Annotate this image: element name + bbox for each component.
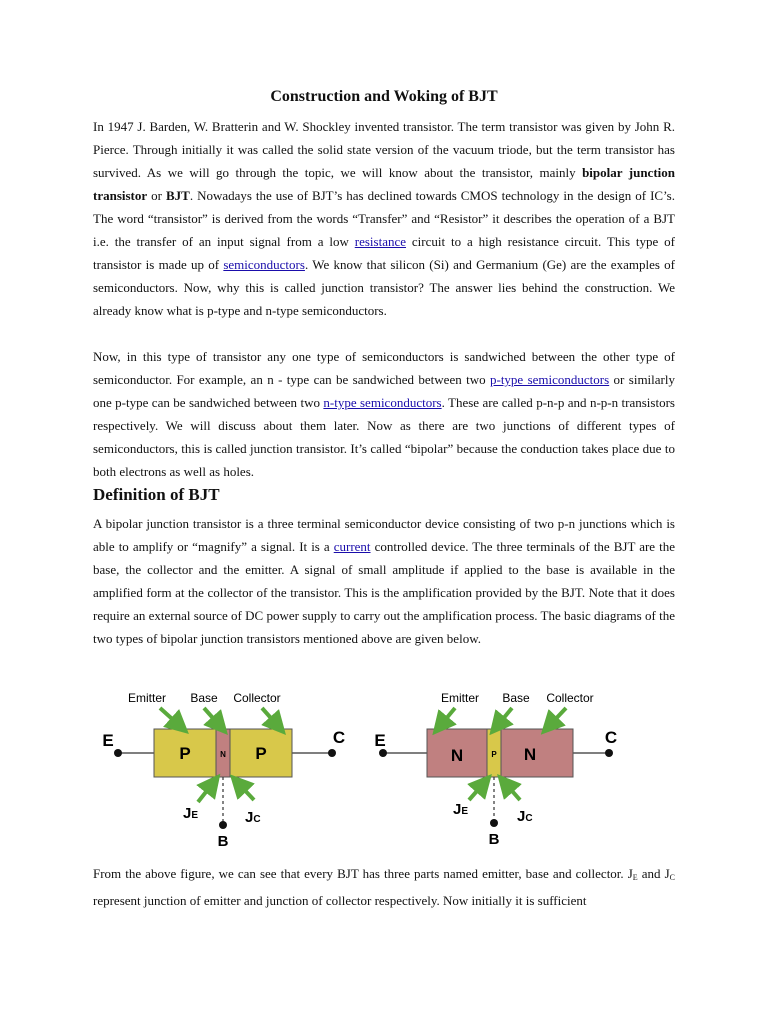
emitter-terminal-dot (114, 749, 122, 757)
jc-label: JC (245, 809, 261, 826)
base-arrow (204, 708, 220, 726)
jc-label: JC (517, 808, 533, 825)
npn-diagram (374, 691, 617, 848)
bjt-diagrams (0, 680, 768, 860)
link-current[interactable]: current (333, 539, 371, 554)
collector-label: Collector (233, 691, 281, 705)
je-label: JE (453, 801, 469, 818)
collector-arrow (549, 708, 566, 726)
je-arrow (469, 783, 484, 800)
pnp-diagram (102, 691, 345, 850)
intro-paragraph: In 1947 J. Barden, W. Bratterin and W. Shockley invented transistor. The term transistor was given by John R. Pierce. Through initially it was called the solid state version of the vacuum triode, but the term transistor has survived. As we will go through the topic, we will know about the transistor, mainly bipolar junction transistor or BJT. Nowadays the use of BJT’s has declined towards CMOS technology in the design of IC’s. The word “transistor” is derived from the words “Transfer” and “Resistor” it describes the operation of a BJT i.e. the transfer of an input signal from a low resistance circuit to a high resistance circuit. This type of transistor is made up of semiconductors. We know that silicon (Si) and Germanium (Ge) are the examples of semiconductors. Now, why this is called junction transistor? The answer lies behind the construction. We already know what is p-type and n-type semiconductors. (93, 119, 676, 318)
terminal-b-label: B (488, 831, 500, 848)
emitter-arrow (440, 708, 455, 726)
base-label: Base (502, 691, 530, 705)
terminal-b-label: B (217, 833, 229, 850)
bold-term-bjt-full: bipolar junction transistor (93, 165, 676, 203)
terminal-e-label: E (374, 731, 386, 750)
collector-label: Collector (546, 691, 594, 705)
link-p-type-semiconductors[interactable]: p-type semiconductors (489, 372, 610, 387)
collector-arrow (262, 708, 278, 726)
bold-term-bjt: BJT (165, 188, 190, 203)
emitter-terminal-dot (379, 749, 387, 757)
jc-arrow (238, 783, 254, 800)
region-label-left: P (179, 744, 191, 763)
definition-paragraph: A bipolar junction transistor is a three terminal semiconductor device consisting of two p-n junctions which is able to amplify or “magnify” a signal. It is a current controlled device. The three terminals of the BJT are the base, the collector and the emitter. A signal of small amplitude if applied to the base is available in the amplified form at the collector of the transistor. This is the amplification provided by the BJT. Note that it does require an external source of DC power supply to carry out the amplification process. The basic diagrams of the two types of bipolar junction transistors mentioned above are given below. (93, 516, 675, 646)
terminal-c-label: C (332, 728, 346, 747)
region-label-middle: P (491, 750, 497, 759)
terminal-e-label: E (102, 731, 114, 750)
page-title: Construction and Woking of BJT (270, 88, 498, 105)
base-terminal-dot (490, 819, 498, 827)
region-label-right: P (255, 744, 267, 763)
collector-terminal-dot (328, 749, 336, 757)
link-resistance[interactable]: resistance (354, 234, 407, 249)
n-region-right (501, 729, 573, 777)
base-terminal-dot (219, 821, 227, 829)
je-arrow (198, 783, 213, 802)
link-n-type-semiconductors[interactable]: n-type semiconductors (323, 395, 442, 410)
section-heading-definition: Definition of BJT (93, 485, 220, 504)
sandwich-paragraph: Now, in this type of transistor any one type of semiconductors is sandwiched between the other type of semiconductor. For example, an n - type can be sandwiched between two p-type semiconductors or similarly one p-type can be sandwiched between two n-type semiconductors. These are called p-n-p and n-p-n transistors respectively. We will discuss about them later. Now as there are two junctions of different types of semiconductors, this is called junction transistor. It’s called “bipolar” because the conduction takes place due to both electrons as well as holes. (93, 349, 675, 479)
je-label: JE (183, 805, 199, 822)
link-semiconductors[interactable]: semiconductors (223, 257, 305, 272)
base-label: Base (190, 691, 218, 705)
terminal-c-label: C (604, 728, 618, 747)
region-label-middle: N (220, 750, 226, 759)
emitter-arrow (160, 708, 180, 726)
emitter-label: Emitter (440, 691, 480, 705)
base-arrow (497, 708, 512, 726)
jc-arrow (505, 783, 520, 800)
closing-paragraph: From the above figure, we can see that every BJT has three parts named emitter, base and collector. $J_E$ and $J_C$ represent junction of emitter and junction of collector respectively. Now initially it is sufficient (93, 866, 675, 908)
region-label-left: N (450, 746, 464, 765)
collector-terminal-dot (605, 749, 613, 757)
region-label-right: N (523, 745, 537, 764)
emitter-label: Emitter (127, 691, 167, 705)
